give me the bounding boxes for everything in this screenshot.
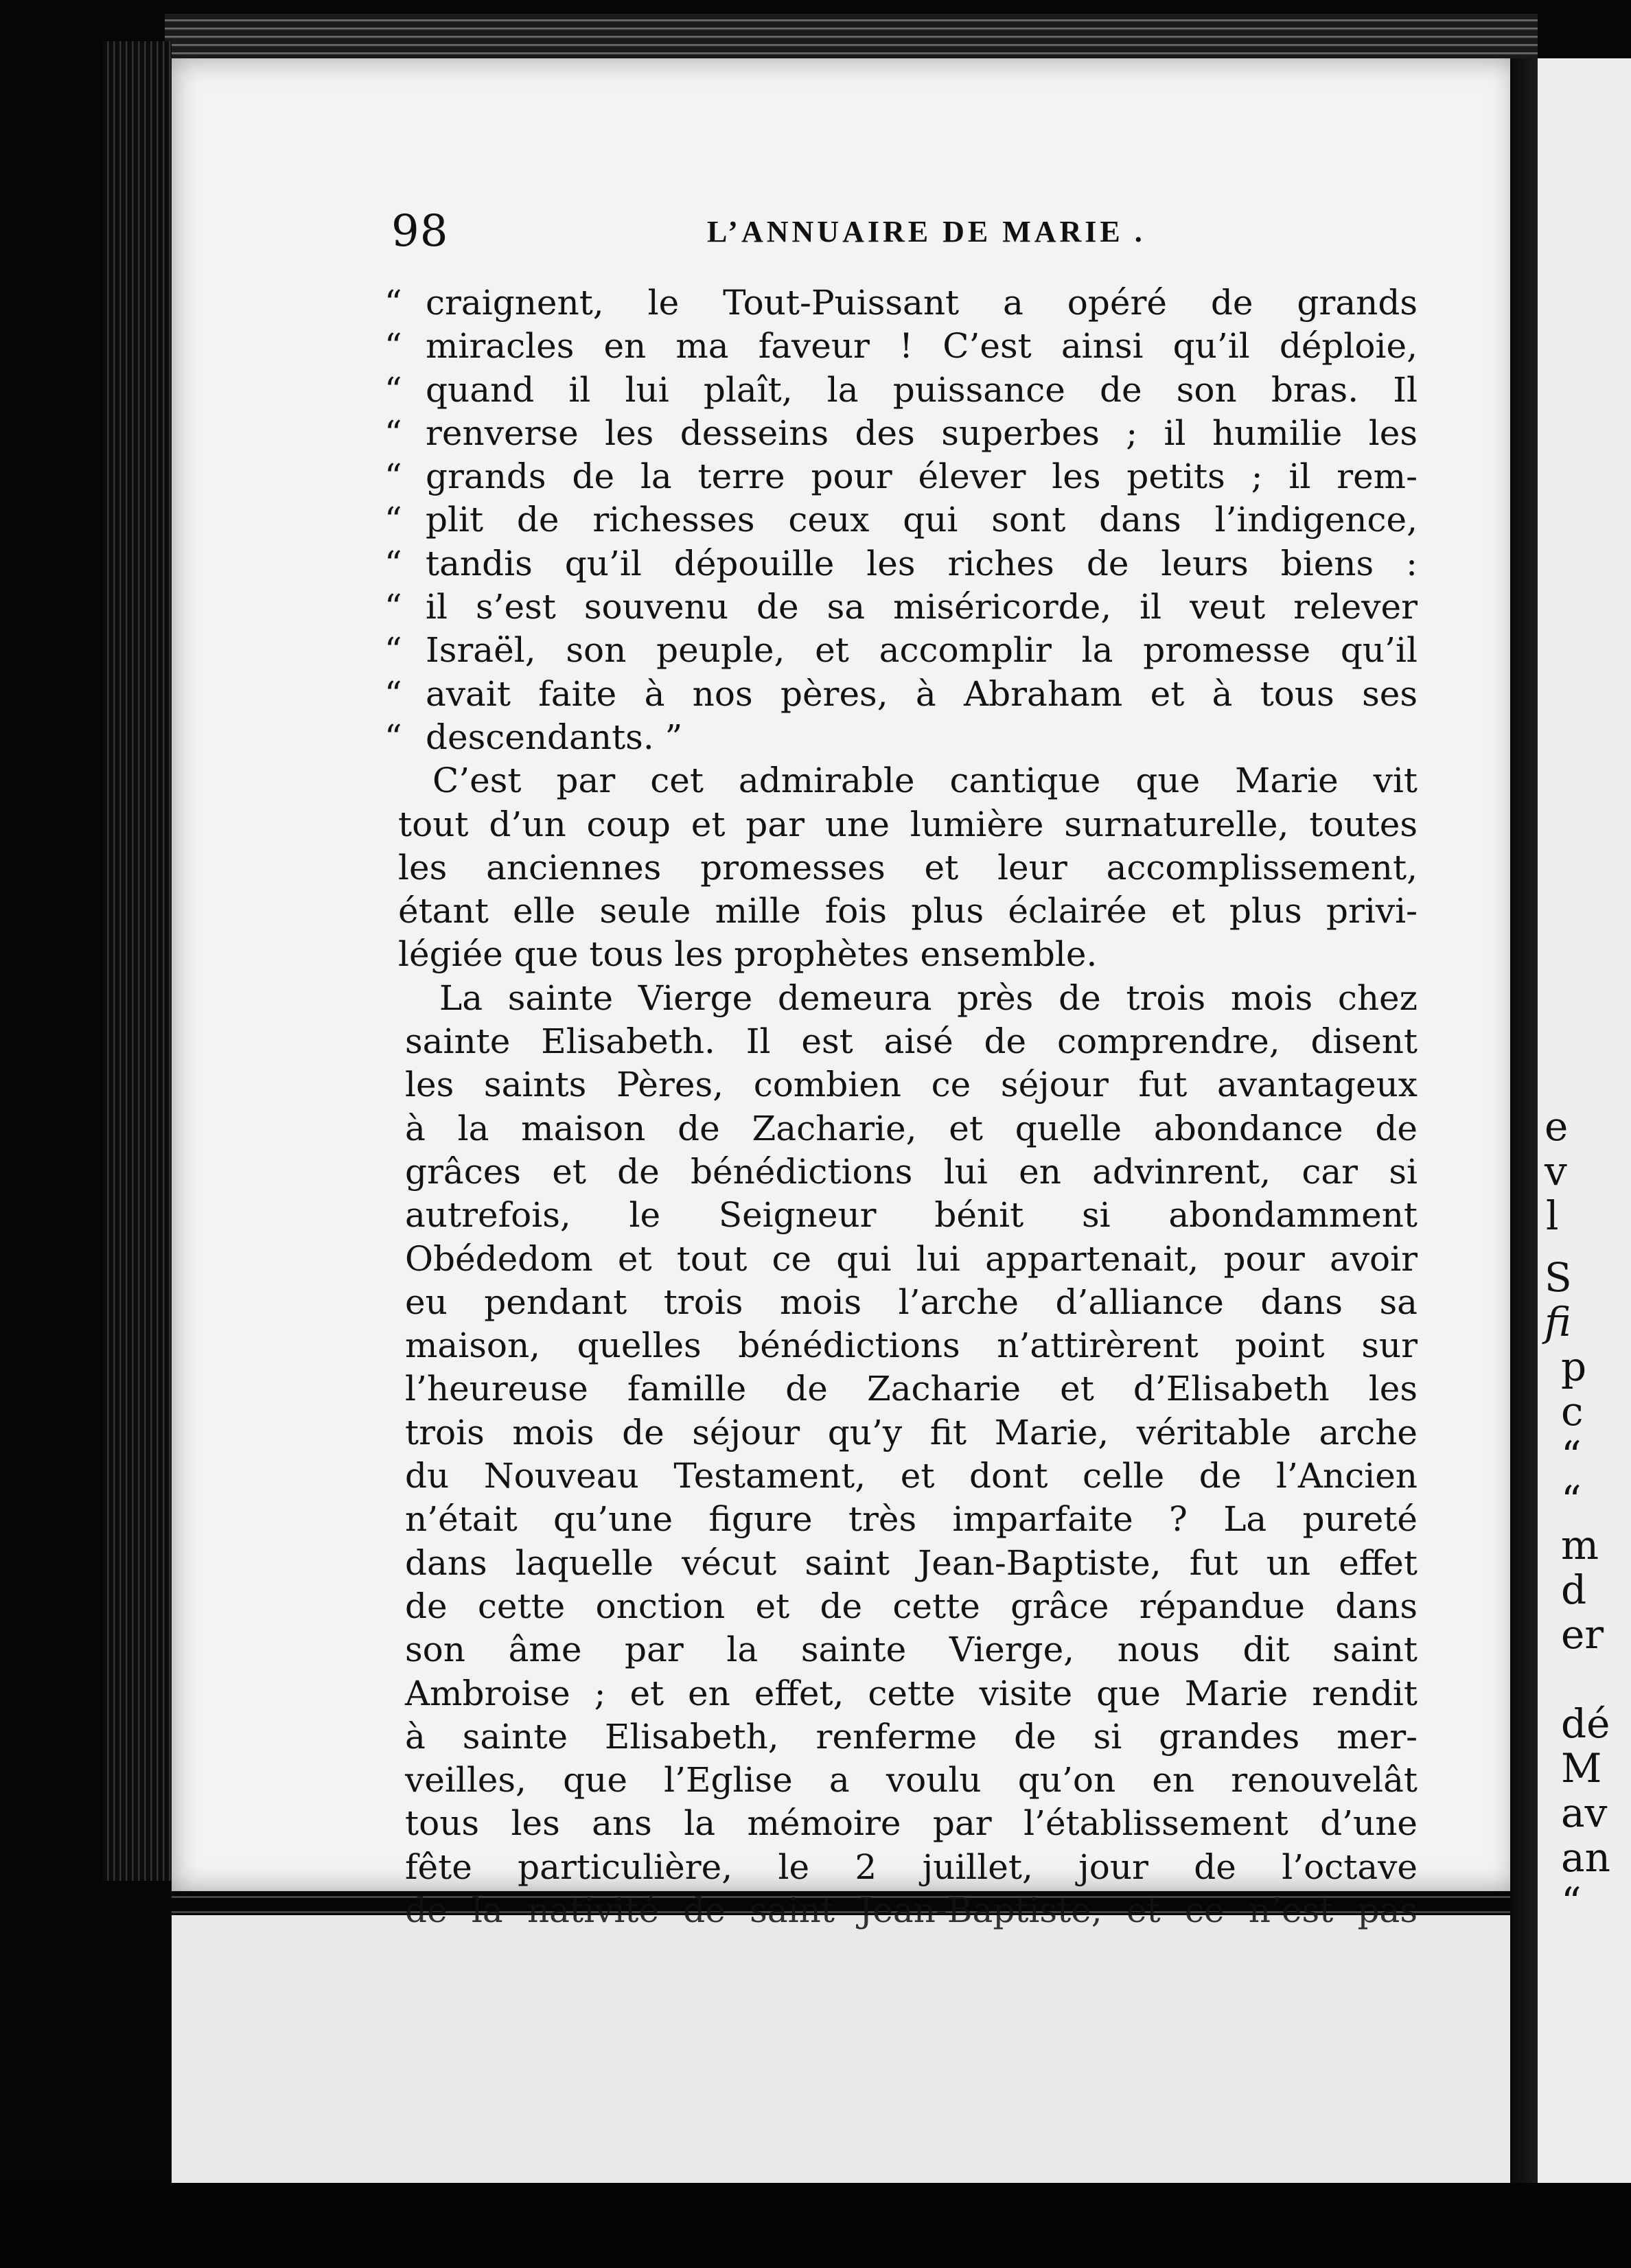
text-line: [384, 281, 1418, 325]
running-header: [391, 206, 1421, 261]
facing-page-fragment: v: [1545, 1148, 1567, 1194]
text-line: Ambroise ; et en effet, cette visite que Marie rendit: [405, 1673, 1418, 1713]
text-line: de cette onction et de cette grâce répandue dans: [405, 1586, 1418, 1626]
line-text: avait faite à nos pères, à Abraham et à tous ses: [426, 673, 1418, 714]
line-text: plit de richesses ceux qui sont dans l’indigence,: [426, 500, 1418, 540]
line-text: renverse les desseins des superbes ; il humilie les: [426, 413, 1418, 453]
text-line: Obédedom et tout ce qui lui appartenait, pour avoir: [405, 1238, 1418, 1279]
facing-page-fragment: e: [1545, 1103, 1569, 1150]
text-line: fête particulière, le 2 juillet, jour de l’octave: [405, 1847, 1418, 1887]
book-spine: [1510, 58, 1538, 2200]
text-line: [384, 673, 1418, 716]
text-line: du Nouveau Testament, et dont celle de l’Ancien: [405, 1456, 1418, 1496]
facing-page-fragment: av: [1561, 1790, 1608, 1836]
quote-mark: “: [384, 283, 402, 323]
scan-bottom-border: [0, 2183, 1631, 2268]
text-line: à la maison de Zacharie, et quelle abondance de: [405, 1108, 1418, 1148]
quoted-passage: [384, 281, 1418, 759]
text-line: légiée que tous les prophètes ensemble.: [398, 934, 1098, 975]
text-line: tous les ans la mémoire par l’établissement d’une: [405, 1803, 1418, 1844]
line-text: miracles en ma faveur ! C’est ainsi qu’il déploie,: [426, 326, 1418, 367]
line-text: craignent, le Tout-Puissant a opéré de grands: [426, 283, 1418, 323]
quote-mark: “: [384, 630, 402, 671]
text-line: [384, 369, 1418, 412]
facing-page-fragment: m: [1561, 1522, 1599, 1569]
line-text: il s’est souvenu de sa miséricorde, il veut relever: [426, 587, 1418, 627]
text-line: les anciennes promesses et leur accomplissement,: [398, 847, 1418, 888]
text-line: eu pendant trois mois l’arche d’alliance dans sa: [405, 1282, 1418, 1322]
text-line: [384, 629, 1418, 672]
body-text: [384, 281, 1418, 1932]
text-line: son âme par la sainte Vierge, nous dit saint: [405, 1630, 1418, 1670]
line-text: grands de la terre pour élever les petits ; il rem-: [426, 456, 1418, 497]
quote-mark: “: [384, 717, 402, 757]
paragraph: [398, 759, 1418, 976]
facing-page-fragment: M: [1561, 1745, 1602, 1792]
line-text: Israël, son peuple, et accomplir la promesse qu’il: [426, 630, 1418, 671]
text-line: l’heureuse famille de Zacharie et d’Elisabeth les: [405, 1369, 1418, 1409]
quote-mark: “: [384, 543, 402, 583]
text-line: C’est par cet admirable cantique que Marie vit: [432, 761, 1418, 801]
text-line: sainte Elisabeth. Il est aisé de comprendre, disent: [405, 1021, 1418, 1062]
facing-page-fragment: c: [1561, 1388, 1584, 1435]
text-line: [384, 586, 1418, 629]
quote-mark: “: [384, 369, 402, 410]
facing-page-fragment: “: [1561, 1477, 1582, 1524]
text-line: trois mois de séjour qu’y fit Marie, véritable arche: [405, 1412, 1418, 1453]
text-line: veilles, que l’Eglise a voulu qu’on en renouvelât: [405, 1760, 1418, 1801]
text-line: de la nativité de saint Jean-Baptiste, et ce n’est pas: [405, 1890, 1418, 1930]
running-title: L’ANNUAIRE DE MARIE .: [707, 215, 1146, 248]
facing-page-fragment: er: [1561, 1611, 1604, 1658]
quote-mark: “: [384, 673, 402, 714]
text-line: [384, 455, 1418, 498]
text-line: [384, 542, 1418, 586]
quote-mark: “: [384, 587, 402, 627]
text-line: [384, 716, 1418, 759]
facing-page-fragment: S: [1545, 1254, 1572, 1301]
text-line: maison, quelles bénédictions n’attirèrent point sur: [405, 1326, 1418, 1366]
facing-page: [1538, 58, 1631, 2193]
text-line: grâces et de bénédictions lui en advinrent, car si: [405, 1151, 1418, 1192]
text-line: [384, 412, 1418, 455]
text-line: autrefois, le Seigneur bénit si abondamment: [405, 1195, 1418, 1236]
line-text: tandis qu’il dépouille les riches de leurs biens :: [426, 543, 1418, 583]
facing-page-fragment: p: [1561, 1343, 1587, 1390]
text-line: tout d’un coup et par une lumière surnaturelle, toutes: [398, 804, 1418, 844]
text-line: n’était qu’une figure très imparfaite ? La pureté: [405, 1499, 1418, 1540]
facing-page-fragment: d: [1561, 1566, 1587, 1613]
quote-mark: “: [384, 456, 402, 497]
line-text: quand il lui plaît, la puissance de son bras. Il: [426, 369, 1418, 410]
text-line: étant elle seule mille fois plus éclairée et plus privi-: [398, 891, 1418, 931]
text-line: La sainte Vierge demeura près de trois mois chez: [439, 977, 1418, 1018]
facing-page-fragment: “: [1561, 1433, 1582, 1479]
text-line: les saints Pères, combien ce séjour fut avantageux: [405, 1065, 1418, 1105]
book-page-lower-margin: [172, 1915, 1517, 2183]
page-number: 98: [391, 206, 449, 257]
facing-page-fragment: an: [1561, 1834, 1610, 1881]
quote-mark: “: [384, 326, 402, 367]
text-line: à sainte Elisabeth, renferme de si grandes mer-: [405, 1716, 1418, 1757]
page-edges-top: [165, 14, 1538, 62]
paragraph: [405, 977, 1418, 1933]
line-text: descendants. ”: [426, 717, 683, 757]
text-line: [384, 325, 1418, 368]
facing-page-fragment: fi: [1545, 1299, 1571, 1345]
facing-page-fragment: “: [1561, 1879, 1582, 1925]
text-line: dans laquelle vécut saint Jean-Baptiste, fut un effet: [405, 1542, 1418, 1583]
quote-mark: “: [384, 413, 402, 453]
facing-page-fragment: dé: [1561, 1700, 1610, 1747]
page-edges-left: [103, 41, 172, 1881]
quote-mark: “: [384, 500, 402, 540]
text-line: [384, 498, 1418, 542]
facing-page-fragment: l: [1546, 1192, 1559, 1239]
